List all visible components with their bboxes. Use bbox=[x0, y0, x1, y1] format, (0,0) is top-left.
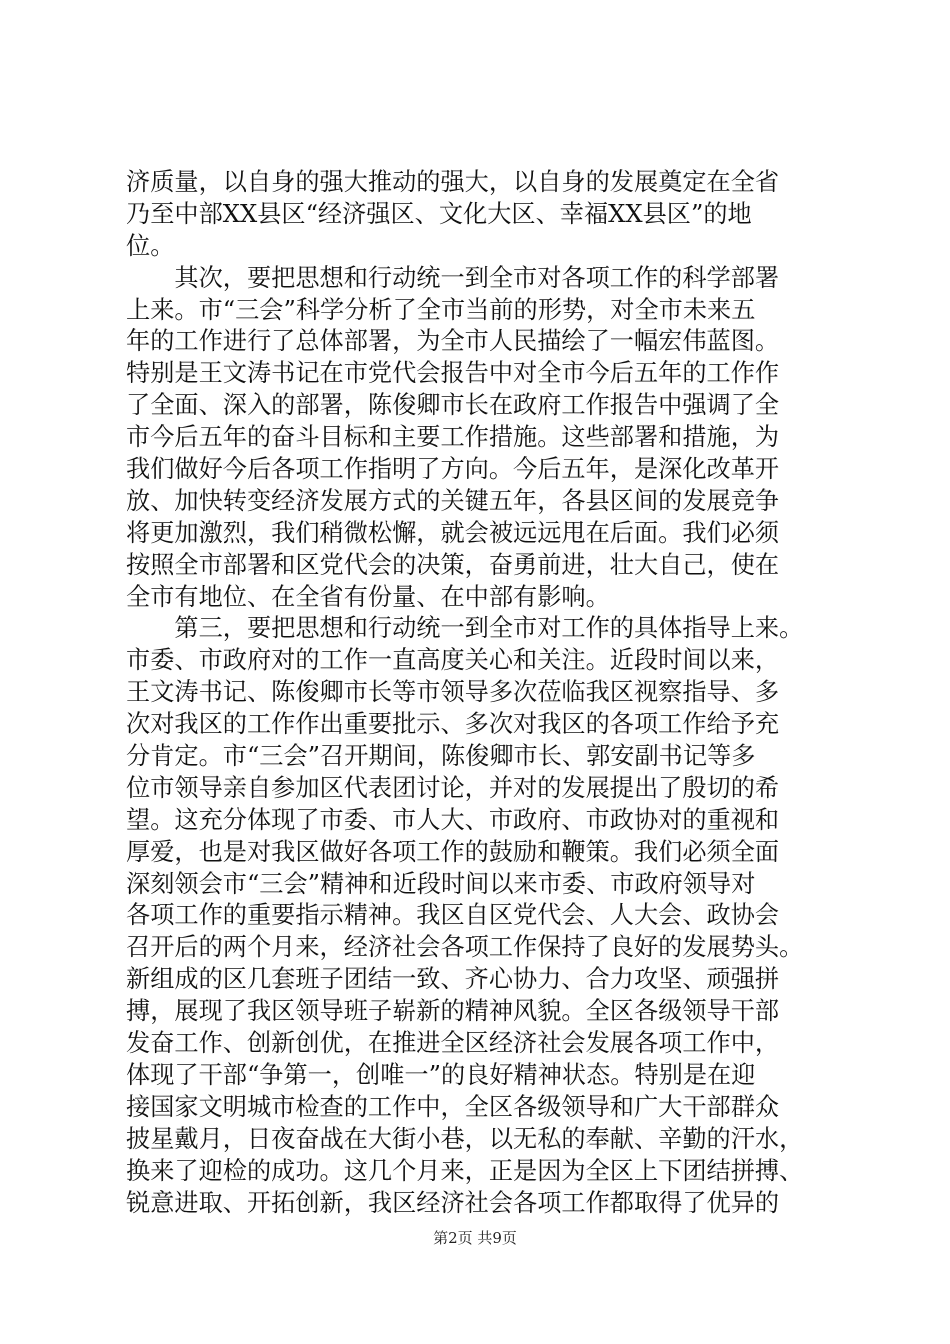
page-footer: 第2页 共9页 bbox=[433, 1229, 517, 1247]
text-line: 全市有地位、在全省有份量、在中部有影响。 bbox=[126, 582, 610, 611]
text-line: 发奋工作、创新创优，在推进全区经济社会发展各项工作中， bbox=[126, 1029, 780, 1058]
text-line: 分肯定。市“三会”召开期间，陈俊卿市长、郭安副书记等多 bbox=[126, 742, 756, 771]
text-line: 接国家文明城市检查的工作中，全区各级领导和广大干部群众 bbox=[126, 1092, 780, 1121]
text-line: 我们做好今后各项工作指明了方向。今后五年，是深化改革开 bbox=[126, 455, 780, 484]
text-line: 体现了干部“争第一，创唯一”的良好精神状态。特别是在迎 bbox=[126, 1060, 756, 1089]
text-line: 市委、市政府对的工作一直高度关心和关注。近段时间以来， bbox=[126, 646, 780, 675]
text-line: 年的工作进行了总体部署，为全市人民描绘了一幅宏伟蓝图。 bbox=[126, 327, 780, 356]
text-line: 特别是王文涛书记在市党代会报告中对全市今后五年的工作作 bbox=[126, 359, 780, 388]
text-line: 放、加快转变经济发展方式的关键五年，各县区间的发展竞争 bbox=[126, 486, 780, 515]
text-line: 厚爱，也是对我区做好各项工作的鼓励和鞭策。我们必须全面 bbox=[126, 837, 780, 866]
text-line: 济质量，以自身的强大推动的强大，以自身的发展奠定在全省 bbox=[126, 168, 780, 196]
text-line: 将更加激烈，我们稍微松懈，就会被远远甩在后面。我们必须 bbox=[126, 518, 780, 547]
text-line: 搏，展现了我区领导班子崭新的精神风貌。全区各级领导干部 bbox=[126, 997, 780, 1026]
text-line: 换来了迎检的成功。这几个月来，正是因为全区上下团结拼搏、 bbox=[126, 1156, 804, 1185]
text-line: 披星戴月，日夜奋战在大街小巷，以无私的奉献、辛勤的汗水， bbox=[126, 1124, 804, 1153]
text-line: 位市领导亲自参加区代表团讨论，并对的发展提出了殷切的希 bbox=[126, 773, 780, 802]
text-line: 新组成的区几套班子团结一致、齐心协力、合力攻坚、顽强拼 bbox=[126, 965, 780, 994]
text-line: 召开后的两个月来，经济社会各项工作保持了良好的发展势头。 bbox=[126, 933, 804, 962]
text-line: 上来。市“三会”科学分析了全市当前的形势，对全市未来五 bbox=[126, 295, 756, 324]
text-line: 锐意进取、开拓创新，我区经济社会各项工作都取得了优异的 bbox=[126, 1188, 780, 1217]
text-line: 深刻领会市“三会”精神和近段时间以来市委、市政府领导对 bbox=[126, 869, 756, 898]
text-line: 第三，要把思想和行动统一到全市对工作的具体指导上来。 bbox=[126, 614, 804, 643]
text-line: 了全面、深入的部署，陈俊卿市长在政府工作报告中强调了全 bbox=[126, 391, 780, 420]
text-line: 次对我区的工作作出重要批示、多次对我区的各项工作给予充 bbox=[126, 710, 780, 739]
body-text bbox=[126, 167, 836, 1219]
text-line: 王文涛书记、陈俊卿市长等市领导多次莅临我区视察指导、多 bbox=[126, 678, 780, 707]
text-line: 市今后五年的奋斗目标和主要工作措施。这些部署和措施，为 bbox=[126, 423, 780, 452]
text-line: 按照全市部署和区党代会的决策，奋勇前进，壮大自己，使在 bbox=[126, 550, 780, 579]
text-line: 位。 bbox=[126, 231, 175, 260]
text-line: 乃至中部XX县区“经济强区、文化大区、幸福XX县区”的地 bbox=[126, 199, 752, 228]
text-line: 其次，要把思想和行动统一到全市对各项工作的科学部署 bbox=[126, 263, 780, 292]
text-line: 各项工作的重要指示精神。我区自区党代会、人大会、政协会 bbox=[126, 901, 780, 930]
text-line: 望。这充分体现了市委、市人大、市政府、市政协对的重视和 bbox=[126, 805, 780, 834]
